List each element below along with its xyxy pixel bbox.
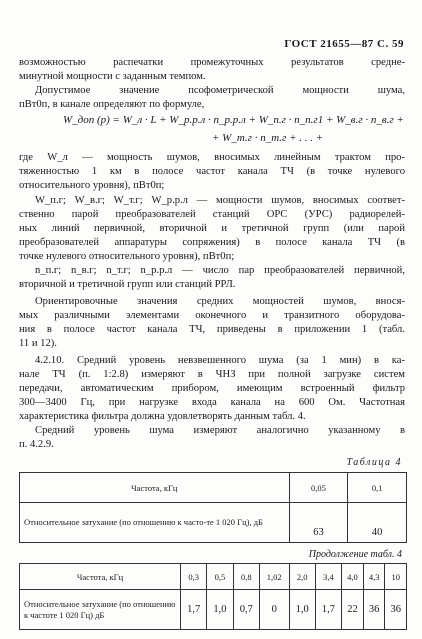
table-cell: 2,0 xyxy=(289,564,315,590)
text-line: тяженностью 1 км в полосе частот канала ТЧ (в точке нулевого xyxy=(19,166,405,177)
table-cell: 4,0 xyxy=(342,564,364,590)
table-cell: 0,3 xyxy=(181,564,207,590)
text-line: возможностью распечатки промежуточных результатов средне- xyxy=(19,57,405,68)
table-cell: 1,0 xyxy=(289,590,315,630)
formula-line-2: + W_т.г · n_т.г + . . . + xyxy=(212,132,324,144)
table-cell: 0,1 xyxy=(348,473,407,503)
table-cell: 1,7 xyxy=(315,590,341,630)
table-cell: 22 xyxy=(342,590,364,630)
page-header: ГОСТ 21655—87 С. 59 xyxy=(284,38,404,50)
table-cell: 36 xyxy=(385,590,407,630)
table-caption: Продолжение табл. 4 xyxy=(308,549,402,560)
table-cell: 10 xyxy=(385,564,407,590)
text-line: W_п.г; W_в.г; W_т.г; W_р.р.л — мощности шумов, вносимых соответ- xyxy=(35,195,405,206)
column-header: Частота, кГц xyxy=(20,564,181,590)
column-header: Частота, кГц xyxy=(20,473,290,503)
text-line: 300—3400 Гц, при нагрузке входа канала на 600 Ом. Частотная xyxy=(19,397,405,408)
table-caption: Таблица 4 xyxy=(346,457,402,468)
table-cell: 40 xyxy=(348,503,407,543)
table-cell: 3,4 xyxy=(315,564,341,590)
table-4 xyxy=(19,472,407,543)
text-line: передачи, автоматическим прибором, имеющим встроенный фильтр xyxy=(19,383,405,394)
row-label: Относительное затухание (по отношению к частоте 1 020 Гц) дБ xyxy=(20,590,181,630)
text-line: ния в полосе частот канала ТЧ, приведены в приложении 1 (табл. xyxy=(19,324,405,335)
text-line: n_п.г; n_в.г; n_т.г; n_р.р.л — число пар преобразователей первичной, xyxy=(35,265,405,276)
table-cell: 0,8 xyxy=(233,564,259,590)
formula-line-1: W_доп (p) = W_л · L + W_р.р.л · n_р.р.л + W_п.г · n_п.г1 + W_в.г · n_в.г + xyxy=(63,114,404,126)
text-line: пВт0п, в канале определяют по формуле, xyxy=(19,99,205,110)
text-line: относительного уровня), пВт0п; xyxy=(19,180,165,191)
text-line: преобразователей аппаратуры сопряжения) в полосе канала ТЧ (в xyxy=(19,237,405,248)
text-line: ственно парой преобразователей станций ОРС (УРС) радиорелей- xyxy=(19,209,405,220)
table-cell: 0,7 xyxy=(233,590,259,630)
text-line: 11 и 12). xyxy=(19,338,57,349)
text-line: вторичной и третичной групп или станций РРЛ. xyxy=(19,279,236,290)
text-line: п. 4.2.9. xyxy=(19,439,54,450)
text-line: ных линий первичной, вторичной и третичной групп (или парой xyxy=(19,223,405,234)
table-cell: 1,02 xyxy=(259,564,289,590)
text-line: где W_л — мощность шумов, вносимых линейным трактом про- xyxy=(19,152,405,163)
text-line: 4.2.10. Средний уровень невзвешенного шума (за 1 мин) в ка- xyxy=(35,355,405,366)
text-line: Допустимое значение псофометрической мощности шума, xyxy=(35,85,405,96)
text-line: мых различными элементами оконечного и транзитного оборудова- xyxy=(19,310,405,321)
text-line: Средний уровень шума измеряют аналогично указанному в xyxy=(35,425,405,436)
table-cell: 63 xyxy=(289,503,348,543)
table-cell: 0,05 xyxy=(289,473,348,503)
text-line: минутной мощности с заданным темпом. xyxy=(19,71,206,82)
table-cell: 0,5 xyxy=(207,564,233,590)
text-line: точке нулевого относительного уровня), пВт0п; xyxy=(19,251,235,262)
table-cell: 0 xyxy=(259,590,289,630)
table-cell: 1,7 xyxy=(181,590,207,630)
table-cell: 36 xyxy=(363,590,385,630)
text-line: Ориентировочные значения средних мощностей шумов, внося- xyxy=(35,296,405,307)
table-4-continuation xyxy=(19,563,407,630)
row-label: Относительное затухание (по отношению к часто-те 1 020 Гц), дБ xyxy=(20,503,290,543)
text-line: нале ТЧ (п. 1:2.8) измеряют в ЧНЗ при полной загрузке систем xyxy=(19,369,405,380)
table-cell: 4,3 xyxy=(363,564,385,590)
text-line: характеристика фильтра должна удовлетворять данным табл. 4. xyxy=(19,411,306,422)
table-cell: 1,0 xyxy=(207,590,233,630)
